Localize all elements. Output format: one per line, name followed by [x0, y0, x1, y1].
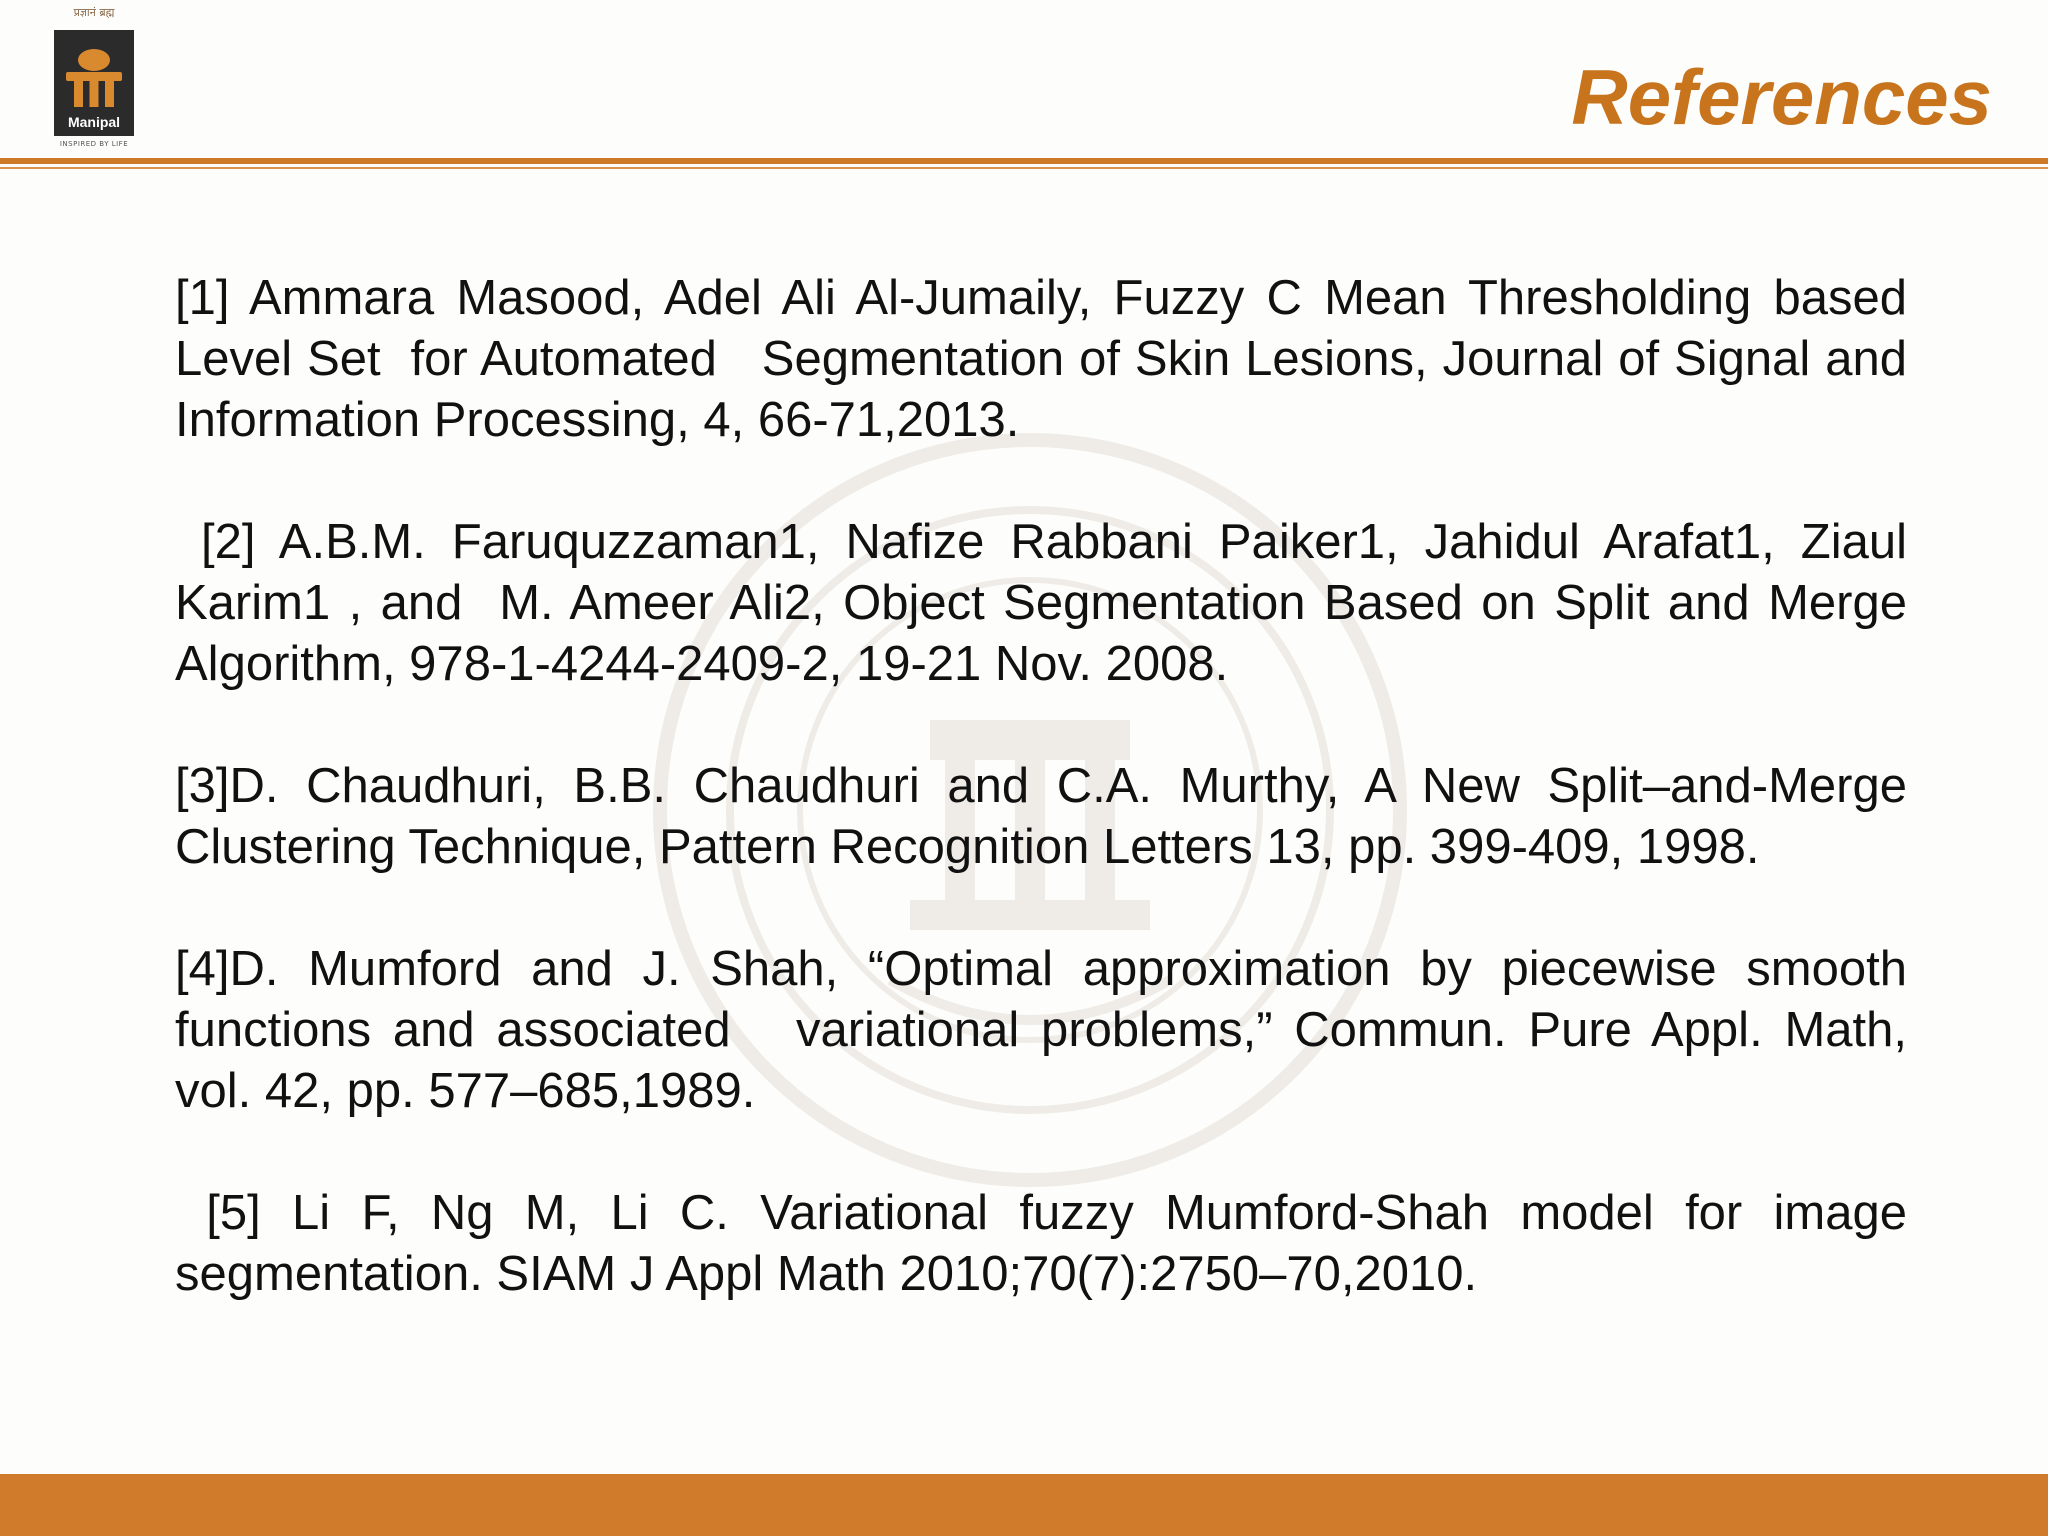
reference-item-3: [3]D. Chaudhuri, B.B. Chaudhuri and C.A. Murthy, A New Split–and-Merge Clustering Technique, Pattern Recognition Letters 13, pp. 399-409, 1998.	[175, 759, 1921, 874]
header-divider	[0, 158, 2048, 164]
reference-item-4: [4]D. Mumford and J. Shah, “Optimal approximation by piecewise smooth functions and associated variational problems,” Commun. Pure Appl. Math, vol. 42, pp. 577–685,1989.	[175, 942, 1921, 1118]
reference-list	[175, 268, 1921, 1366]
slide-title: References	[1571, 53, 1992, 141]
reference-item-5: [5] Li F, Ng M, Li C. Variational fuzzy Mumford-Shah model for image segmentation. SIAM J Appl Math 2010;70(7):2750–70,2010.	[175, 1186, 1921, 1301]
logo-tagline: प्रज्ञानं ब्रह्म	[73, 6, 115, 19]
header-divider-thin	[0, 167, 2048, 169]
manipal-logo	[50, 6, 138, 152]
logo-name: Manipal	[67, 114, 121, 130]
logo-emblem	[54, 30, 134, 136]
reference-item-2: [2] A.B.M. Faruquzzaman1, Nafize Rabbani Paiker1, Jahidul Arafat1, Ziaul Karim1 , and M. Ameer Ali2, Object Segmentation Based on Split and Merge Algorithm, 978-1-4244-2409-2, 19-21 Nov. 2008.	[175, 515, 1921, 691]
footer-bar	[0, 1474, 2048, 1536]
logo-subtitle: INSPIRED BY LIFE	[59, 140, 129, 148]
reference-item-1: [1] Ammara Masood, Adel Ali Al-Jumaily, Fuzzy C Mean Thresholding based Level Set for Automated Segmentation of Skin Lesions, Journal of Signal and Information Processing, 4, 66-71,2013.	[175, 271, 1921, 447]
